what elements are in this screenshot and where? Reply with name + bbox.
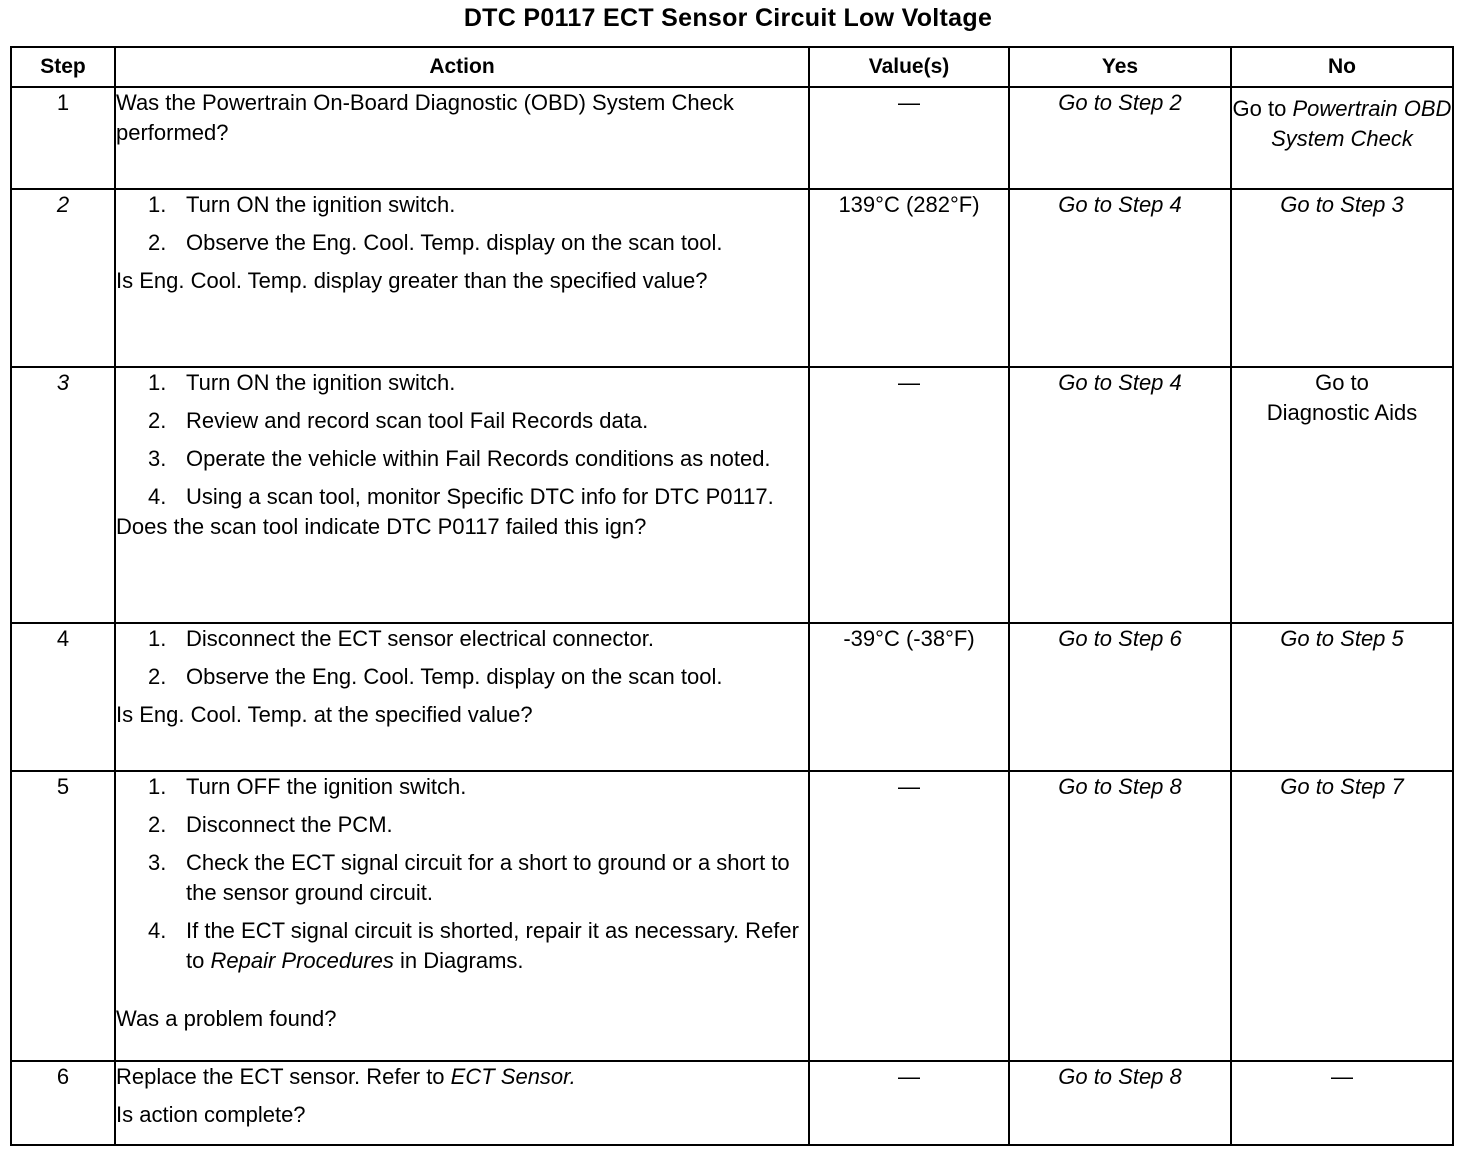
header-yes: Yes <box>1009 47 1231 87</box>
ect-sensor-link[interactable]: ECT Sensor. <box>450 1064 576 1089</box>
value-cell: -39°C (-38°F) <box>809 623 1009 771</box>
diagnostic-table <box>10 46 1454 1146</box>
header-action: Action <box>115 47 809 87</box>
step-question: Was a problem found? <box>116 1006 337 1031</box>
step-number: 5 <box>11 771 115 1061</box>
action-cell <box>115 1061 809 1145</box>
action-item: 3. Check the ECT signal circuit for a short to ground or a short to the sensor ground circuit. <box>148 850 790 905</box>
header-step: Step <box>11 47 115 87</box>
step-number: 3 <box>11 367 115 623</box>
value-cell: — <box>809 771 1009 1061</box>
table-row <box>11 771 1453 1061</box>
yes-link[interactable]: Go to Step 4 <box>1009 189 1231 367</box>
value-cell: — <box>809 87 1009 189</box>
step-question: Is action complete? <box>116 1102 306 1127</box>
no-link[interactable] <box>1231 87 1453 189</box>
value-cell: 139°C (282°F) <box>809 189 1009 367</box>
header-row <box>11 47 1453 87</box>
header-no: No <box>1231 47 1453 87</box>
action-item: 3. Operate the vehicle within Fail Records conditions as noted. <box>148 446 771 471</box>
action-cell <box>115 367 809 623</box>
yes-link[interactable]: Go to Step 8 <box>1009 771 1231 1061</box>
no-prefix: Go to <box>1232 96 1287 121</box>
value-cell: — <box>809 367 1009 623</box>
step-number: 2 <box>11 189 115 367</box>
action-item: 2. Observe the Eng. Cool. Temp. display on the scan tool. <box>148 230 723 255</box>
action-item: 2. Review and record scan tool Fail Records data. <box>148 408 649 433</box>
no-value: — <box>1231 1061 1453 1145</box>
table-row <box>11 189 1453 367</box>
table-row <box>11 623 1453 771</box>
step-number: 1 <box>11 87 115 189</box>
yes-link[interactable]: Go to Step 2 <box>1009 87 1231 189</box>
step-number: 6 <box>11 1061 115 1145</box>
action-text: Replace the ECT sensor. Refer to ECT Sensor. <box>116 1064 576 1089</box>
no-link[interactable]: Go to Step 7 <box>1231 771 1453 1061</box>
no-link[interactable]: Go to Diagnostic Aids <box>1231 367 1453 623</box>
action-item: 1. Turn OFF the ignition switch. <box>148 774 467 799</box>
repair-procedures-link[interactable]: Repair Procedures <box>210 948 394 973</box>
action-cell <box>115 87 809 189</box>
action-cell <box>115 189 809 367</box>
action-item: 2. Observe the Eng. Cool. Temp. display on the scan tool. <box>148 664 723 689</box>
page-title: DTC P0117 ECT Sensor Circuit Low Voltage <box>463 4 993 32</box>
yes-link[interactable]: Go to Step 8 <box>1009 1061 1231 1145</box>
step-question: Does the scan tool indicate DTC P0117 failed this ign? <box>116 514 647 539</box>
action-item: 1. Disconnect the ECT sensor electrical connector. <box>148 626 654 651</box>
header-values: Value(s) <box>809 47 1009 87</box>
no-link-text[interactable]: Diagnostic Aids <box>1266 400 1418 425</box>
step-question: Is Eng. Cool. Temp. display greater than the specified value? <box>116 268 708 293</box>
action-item: 4. If the ECT signal circuit is shorted, repair it as necessary. Refer to Repair Procedures in Diagrams. <box>148 918 799 973</box>
no-link-text[interactable]: Powertrain OBD System Check <box>1271 96 1452 151</box>
step-question: Is Eng. Cool. Temp. at the specified value? <box>116 702 533 727</box>
action-item: 1. Turn ON the ignition switch. <box>148 192 456 217</box>
action-cell <box>115 623 809 771</box>
yes-link[interactable]: Go to Step 4 <box>1009 367 1231 623</box>
table-row <box>11 1061 1453 1145</box>
table-row <box>11 87 1453 189</box>
value-cell: — <box>809 1061 1009 1145</box>
action-item: 2. Disconnect the PCM. <box>148 812 393 837</box>
no-link[interactable]: Go to Step 5 <box>1231 623 1453 771</box>
yes-link[interactable]: Go to Step 6 <box>1009 623 1231 771</box>
action-item: 1. Turn ON the ignition switch. <box>148 370 456 395</box>
step-number: 4 <box>11 623 115 771</box>
action-item: 4. Using a scan tool, monitor Specific DTC info for DTC P0117. <box>148 484 774 509</box>
no-link[interactable]: Go to Step 3 <box>1231 189 1453 367</box>
step-question: Was the Powertrain On-Board Diagnostic (OBD) System Check performed? <box>116 90 734 145</box>
table-row <box>11 367 1453 623</box>
action-cell <box>115 771 809 1061</box>
